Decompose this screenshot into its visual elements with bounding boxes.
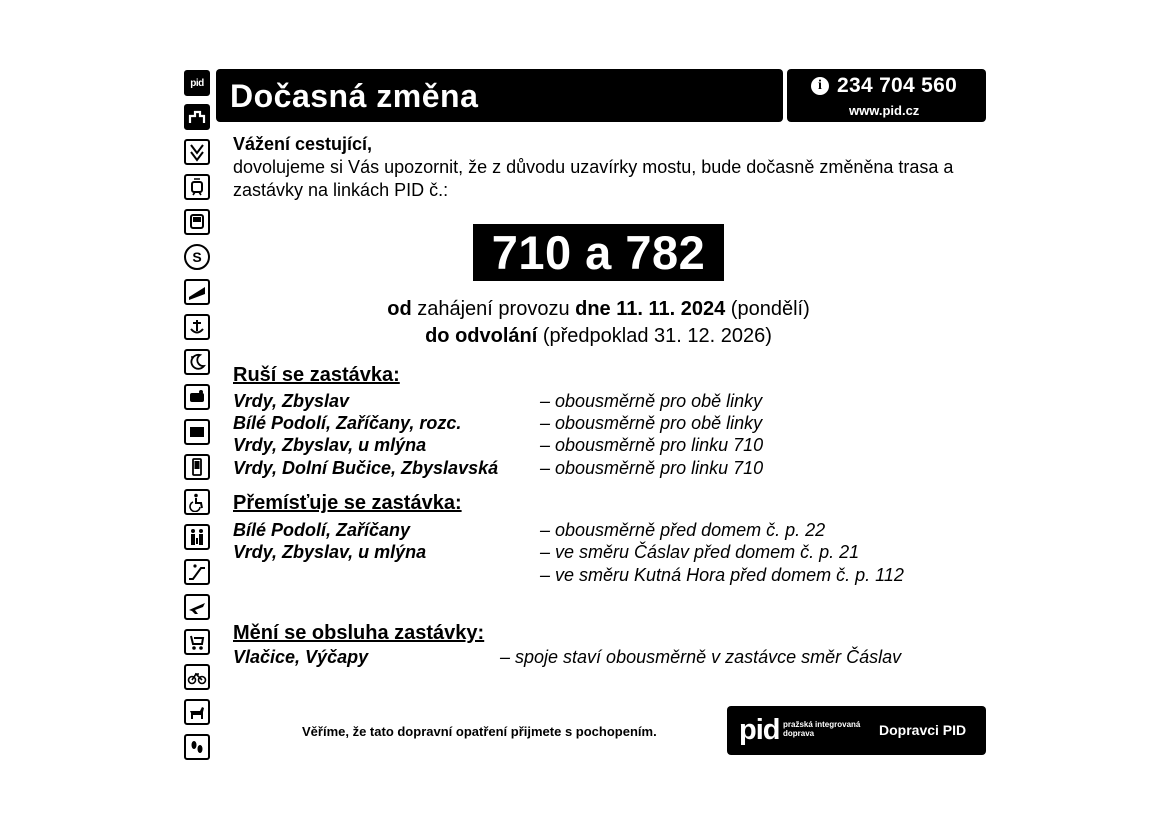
stop-note: – obousměrně pro linku 710 (540, 458, 764, 478)
sidebar-logo-text: pid (190, 77, 204, 89)
validity-until-text: (předpoklad 31. 12. 2026) (537, 325, 772, 347)
header-bar (216, 69, 783, 122)
contact-box (787, 69, 986, 122)
stop-note: – ve směru Čáslav před domem č. p. 21 (540, 542, 860, 562)
stop-note: – obousměrně pro obě linky (540, 391, 763, 411)
airplane-icon (184, 594, 210, 620)
stop-note: – obousměrně pro linku 710 (540, 435, 764, 455)
stop-name: Vrdy, Dolní Bučice, Zbyslavská (233, 458, 499, 478)
pid-logo: pid (739, 714, 780, 746)
phone-number: 234 704 560 (837, 74, 958, 97)
stop-name: Bílé Podolí, Zaříčany, rozc. (233, 413, 462, 433)
stop-name: Vlačice, Výčapy (233, 647, 369, 667)
metro-icon (184, 139, 210, 165)
website-link[interactable]: www.pid.cz (849, 103, 920, 118)
pid-tagline: pražská integrovaná doprava (783, 720, 861, 738)
family-icon (184, 524, 210, 550)
bus-stop-icon (184, 104, 210, 130)
section-title-moved: Přemísťuje se zastávka: (233, 492, 462, 514)
phone-icon (184, 454, 210, 480)
validity-from: od (387, 298, 412, 320)
stop-name: Vrdy, Zbyslav, u mlýna (233, 542, 427, 562)
affected-lines: 710 a 782 (473, 224, 724, 281)
stop-name: Vrdy, Zbyslav (233, 391, 350, 411)
page-title: Dočasná změna (230, 78, 479, 114)
stop-note: – obousměrně před domem č. p. 22 (540, 520, 826, 540)
section-title-service: Mění se obsluha zastávky: (233, 622, 485, 644)
validity-until: do odvolání (425, 325, 538, 347)
validity-date: dne 11. 11. 2024 (575, 298, 726, 320)
intro-text: dovolujeme si Vás upozornit, že z důvodu uzavírky mostu, bude dočasně změněna trasa a zastávky na linkách PID č.: (233, 157, 954, 200)
validity-period (233, 296, 964, 350)
footer-brand-box (727, 706, 986, 755)
section-title-cancelled: Ruší se zastávka: (233, 364, 400, 386)
svg-text:S: S (192, 249, 202, 265)
validity-day: (pondělí) (725, 298, 810, 320)
info-icon: i (811, 77, 829, 95)
operator-name: Dopravci PID (879, 722, 967, 738)
ferry-icon (184, 314, 210, 340)
stop-name: Vrdy, Zbyslav, u mlýna (233, 435, 427, 455)
pid-logo-icon (184, 70, 210, 96)
footsteps-icon (184, 734, 210, 760)
stroller-icon (184, 629, 210, 655)
escalator-icon (184, 559, 210, 585)
stop-name: Bílé Podolí, Zaříčany (233, 520, 411, 540)
funicular-icon (184, 279, 210, 305)
dog-icon (184, 699, 210, 725)
stop-note: – spoje staví obousměrně v zastávce směr Čáslav (500, 647, 902, 667)
ticket-icon (184, 419, 210, 445)
stop-note: – ve směru Kutná Hora před domem č. p. 112 (540, 565, 904, 585)
footer-message: Věříme, že tato dopravní opatření přijmete s pochopením. (302, 724, 657, 739)
bicycle-icon (184, 664, 210, 690)
regional-icon (184, 384, 210, 410)
wheelchair-icon (184, 489, 210, 515)
greeting: Vážení cestující, (233, 134, 373, 154)
bus-icon (184, 209, 210, 235)
train-icon (184, 244, 210, 270)
night-icon (184, 349, 210, 375)
tram-icon (184, 174, 210, 200)
stop-note: – obousměrně pro obě linky (540, 413, 763, 433)
validity-from-text: zahájení provozu (411, 298, 576, 320)
